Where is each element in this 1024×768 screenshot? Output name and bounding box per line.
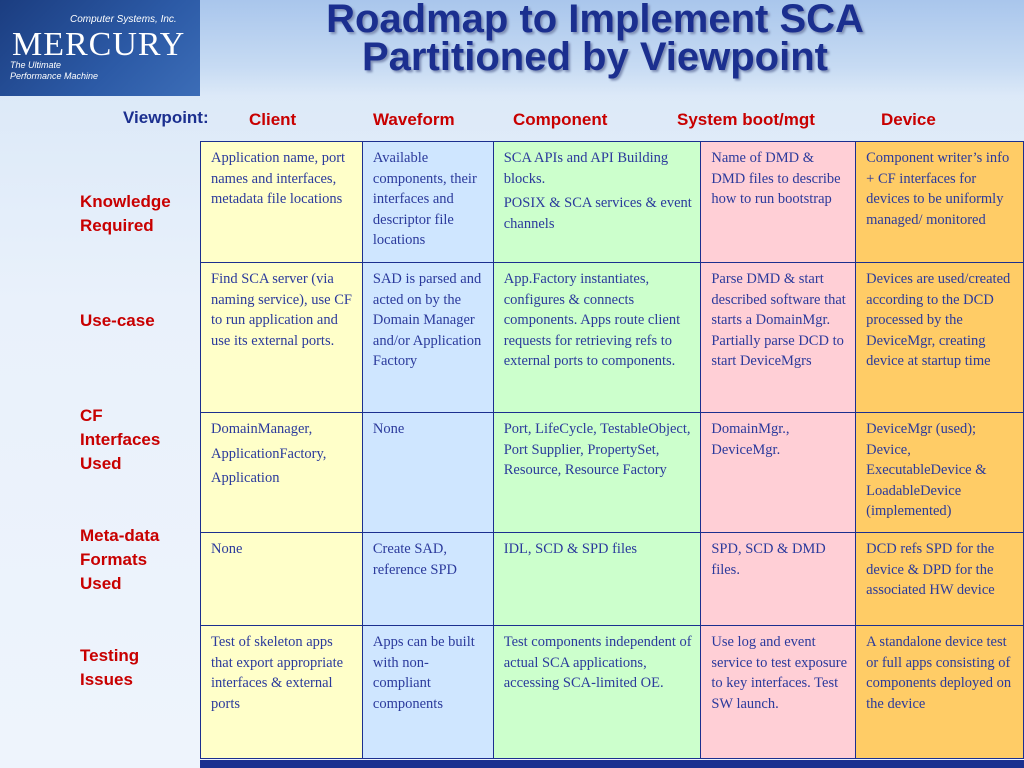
cell-line: SCA APIs and API Building blocks. [503, 150, 669, 187]
cell-line: App.Factory instantiates, configures & connects components. Apps route client requests for retrieving refs to external ports to components. [503, 271, 681, 369]
cell-line: IDL, SCD & SPD files [503, 541, 638, 557]
table-row [201, 413, 1024, 533]
logo-tagline-1: The Ultimate [10, 60, 62, 70]
row-label-line: Used [80, 454, 122, 473]
row-label-line: Interfaces [80, 430, 161, 449]
row-label-line: CF [80, 406, 103, 425]
cell-line: SPD, SCD & DMD files. [711, 541, 826, 578]
row-label-line: Testing [80, 646, 140, 665]
cell-line: Test of skeleton apps that export appropriate interfaces & external ports [211, 634, 344, 712]
row-label-metadata [80, 524, 159, 596]
table-cell-system-boot [701, 142, 856, 263]
table-cell-device [856, 263, 1024, 413]
table-cell-system-boot [701, 626, 856, 759]
column-header-device: Device [881, 110, 936, 129]
table-cell-client [201, 533, 363, 626]
table-cell-client [201, 142, 363, 263]
cell-line: Application [211, 470, 280, 486]
table-cell-system-boot [701, 263, 856, 413]
mercury-logo [0, 0, 200, 96]
footer-bar [200, 760, 1024, 768]
row-label-cf-interfaces [80, 404, 160, 476]
row-label-line: Required [80, 216, 154, 235]
cell-line: Component writer’s info + CF interfaces for devices to be uniformly managed/ monitored [866, 150, 1010, 228]
table-cell-component [493, 626, 701, 759]
logo-company: Computer Systems, Inc. [70, 14, 177, 25]
table-cell-device [856, 413, 1024, 533]
cell-line: DeviceMgr (used); Device, ExecutableDevice & LoadableDevice (implemented) [866, 421, 987, 519]
cell-line: Port, LifeCycle, TestableObject, Port Supplier, PropertySet, Resource, Resource Factory [503, 421, 691, 478]
column-header-waveform: Waveform [373, 110, 455, 129]
row-label-line: Used [80, 574, 122, 593]
row-label-use-case [80, 309, 155, 333]
cell-line: Available components, their interfaces and descriptor file locations [372, 150, 477, 248]
row-label-knowledge [80, 190, 171, 238]
table-cell-waveform [362, 413, 493, 533]
row-label-testing [80, 644, 139, 692]
cell-line: Create SAD, reference SPD [372, 541, 458, 578]
table-cell-client [201, 626, 363, 759]
slide-title [200, 0, 990, 79]
cell-line: Use log and event service to test exposure to key interfaces. Test SW launch. [711, 634, 848, 712]
cell-line: DCD refs SPD for the device & DPD for the associated HW device [866, 541, 995, 598]
table-cell-system-boot [701, 533, 856, 626]
row-label-line: Knowledge [80, 192, 171, 211]
viewpoint-label: Viewpoint: [123, 108, 209, 127]
table-cell-component [493, 142, 701, 263]
row-label-line: Use-case [80, 311, 155, 330]
table-cell-waveform [362, 142, 493, 263]
table-cell-component [493, 263, 701, 413]
table-row [201, 142, 1024, 263]
cell-line: Apps can be built with non-compliant components [372, 634, 475, 712]
table-cell-client [201, 263, 363, 413]
logo-brand: MERCURY [12, 26, 186, 63]
table-row [201, 263, 1024, 413]
table-cell-client [201, 413, 363, 533]
table-cell-device [856, 142, 1024, 263]
cell-line: DomainMgr., DeviceMgr. [711, 421, 790, 458]
cell-line: Parse DMD & start described software that starts a DomainMgr. Partially parse DCD to start DeviceMgrs [711, 271, 846, 369]
column-header-system-boot: System boot/mgt [677, 110, 815, 129]
table-cell-waveform [362, 626, 493, 759]
cell-line: ApplicationFactory, [211, 445, 327, 462]
title-line-1: Roadmap to Implement SCA [326, 0, 864, 41]
row-label-line: Meta-data [80, 526, 160, 545]
title-line-2: Partitioned by Viewpoint [362, 35, 828, 79]
cell-line: Test components independent of actual SCA applications, accessing SCA-limited OE. [503, 634, 692, 691]
cell-line: Name of DMD & DMD files to describe how to run bootstrap [711, 150, 841, 207]
cell-line: POSIX & SCA services & event channels [503, 195, 692, 232]
table-cell-component [493, 533, 701, 626]
logo-tagline-2: Performance Machine [10, 71, 99, 81]
table-cell-system-boot [701, 413, 856, 533]
cell-line: Find SCA server (via naming service), use CF to run application and use its external ports. [211, 271, 352, 349]
table-row [201, 533, 1024, 626]
cell-line: None [211, 541, 243, 557]
table-row [201, 626, 1024, 759]
cell-line: None [372, 421, 405, 437]
cell-line: Application name, port names and interfaces, metadata file locations [211, 150, 346, 207]
row-label-line: Issues [80, 670, 133, 689]
row-label-line: Formats [80, 550, 148, 569]
table-cell-waveform [362, 533, 493, 626]
cell-line: SAD is parsed and acted on by the Domain Manager and/or Application Factory [372, 271, 482, 369]
cell-line: Devices are used/created according to the DCD processed by the DeviceMgr, creating device at startup time [866, 271, 1011, 369]
cell-line: DomainManager, [211, 421, 313, 437]
table-cell-device [856, 626, 1024, 759]
column-header-component: Component [513, 110, 608, 129]
roadmap-table [200, 141, 1024, 759]
table-cell-component [493, 413, 701, 533]
cell-line: A standalone device test or full apps consisting of components deployed on the device [866, 634, 1012, 712]
table-cell-device [856, 533, 1024, 626]
column-header-client: Client [249, 110, 297, 129]
table-cell-waveform [362, 263, 493, 413]
